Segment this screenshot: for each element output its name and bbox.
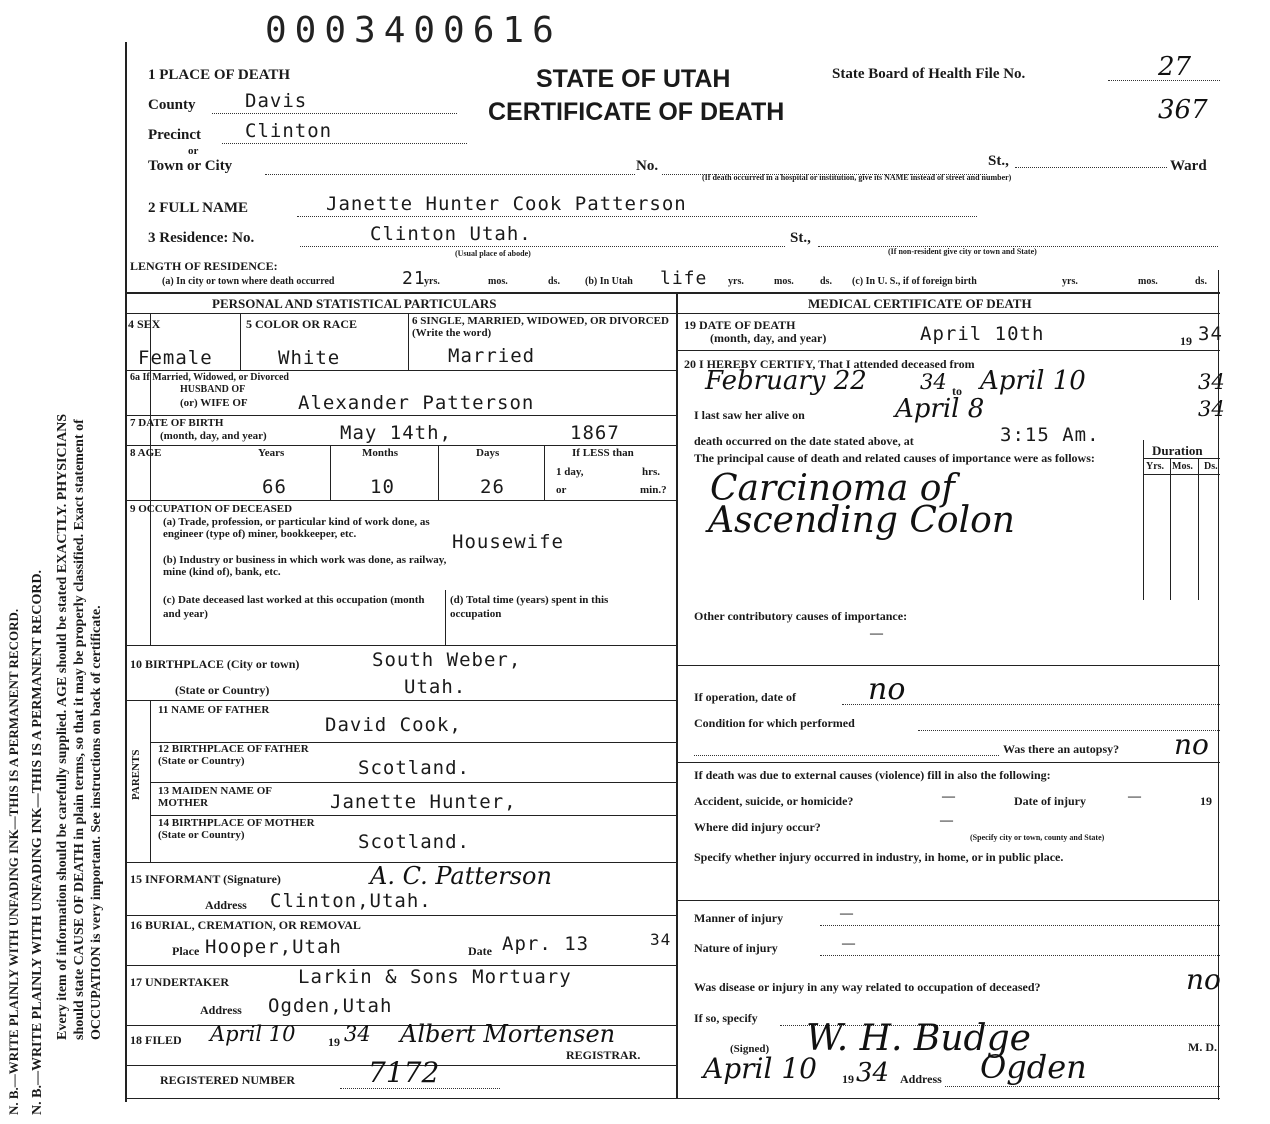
- signed-year: 34: [856, 1058, 890, 1088]
- age-months-value: 10: [370, 476, 395, 498]
- sidebar-instruction-2: should state CAUSE OF DEATH in plain terms, so that it may be properly classified. Exact statement of: [72, 419, 87, 1040]
- duration-div-1: [1170, 458, 1171, 600]
- occupation-value: Housewife: [452, 531, 564, 553]
- mother-birthplace-label: 14 BIRTHPLACE OF MOTHER (State or Country): [158, 817, 315, 841]
- birthplace-city: South Weber,: [372, 649, 522, 671]
- sidebar-instruction-1: Every item of information should be carefully supplied. AGE should be stated EXACTLY. PHYSICIANS: [55, 413, 70, 1040]
- rule-father-bp: [150, 782, 676, 783]
- specify-injury-label: Specify whether injury occurred in industry, in home, or in public place.: [694, 850, 1064, 864]
- nature-dash: —: [842, 935, 855, 950]
- place-of-death-heading: 1 PLACE OF DEATH: [148, 67, 291, 83]
- birthplace-label: 10 BIRTHPLACE (City or town): [130, 657, 300, 671]
- or-text: or: [188, 145, 199, 157]
- attended-to-label: to: [952, 384, 962, 398]
- undertaker-label: 17 UNDERTAKER: [130, 975, 230, 989]
- sidebar-instruction-3: OCCUPATION is very important. See instructions on back of certificate.: [89, 605, 104, 1040]
- residence-line: [300, 246, 785, 247]
- rule-date-of-death: [676, 350, 1220, 351]
- precinct-value: Clinton: [245, 120, 333, 142]
- dob-label-2: (month, day, and year): [160, 430, 267, 442]
- yrs-label-3: yrs.: [1062, 276, 1078, 287]
- dob-value: May 14th,: [340, 422, 452, 444]
- md-label: M. D.: [1188, 1040, 1217, 1054]
- burial-label: 16 BURIAL, CREMATION, OR REMOVAL: [130, 918, 361, 932]
- certify-label: 20 I HEREBY CERTIFY, That I attended deceased from: [684, 357, 975, 371]
- place-note: (If death occurred in a hospital or institution, give its NAME instead of street and number): [702, 173, 1012, 182]
- date-of-death-year: 34: [1198, 323, 1223, 345]
- informant-address-label: Address: [205, 898, 247, 912]
- occupation-a-label: (a) Trade, profession, or particular kind of work done, as engineer (type of) miner, bookkeeper, etc.: [163, 516, 430, 540]
- registrar-label: REGISTRAR.: [566, 1048, 641, 1062]
- ward-label: Ward: [1170, 158, 1207, 174]
- grid-top: [125, 292, 1220, 294]
- form-bottom-border: [125, 1098, 1220, 1099]
- father-birthplace: Scotland.: [358, 757, 470, 779]
- rule-sex-row: [125, 370, 676, 371]
- filed-19-label: 19: [328, 1035, 340, 1049]
- operation-label: If operation, date of: [694, 690, 796, 704]
- signed-label: (Signed): [730, 1043, 770, 1055]
- burial-year: 34: [650, 930, 672, 949]
- length-of-residence-label: LENGTH OF RESIDENCE:: [130, 259, 278, 273]
- mos-label-2: mos.: [774, 276, 794, 287]
- duration-ds: Ds.: [1204, 461, 1218, 472]
- nonresident-note: (If non-resident give city or town and State): [888, 247, 1037, 256]
- birthplace-state-label: (State or Country): [175, 683, 270, 697]
- if-so-label: If so, specify: [694, 1011, 758, 1025]
- full-name-label: 2 FULL NAME: [148, 200, 249, 216]
- duration-div-2: [1198, 458, 1199, 600]
- rule-operation: [676, 762, 1220, 763]
- residence-utah-value: life: [660, 268, 708, 289]
- injury-date-dash: —: [1128, 788, 1141, 803]
- where-injury-dash: —: [940, 812, 953, 827]
- rule-birthplace-row: [125, 700, 676, 701]
- informant-label: 15 INFORMANT (Signature): [130, 872, 281, 886]
- cause-label: The principal cause of death and related causes of importance were as follows:: [694, 451, 1095, 465]
- full-name-value: Janette Hunter Cook Patterson: [326, 193, 687, 215]
- age-divider-1: [330, 445, 331, 500]
- residence-city-years: 21: [402, 268, 426, 289]
- signed-19: 19: [842, 1072, 854, 1086]
- attended-to-year: 34: [1198, 370, 1225, 394]
- spouse-label-2: HUSBAND OF: [180, 384, 246, 395]
- color-marital-divider: [408, 313, 409, 370]
- rule-injury: [676, 900, 1220, 901]
- sidebar-note-2: N. B.—WRITE PLAINLY WITH UNFADING INK—THIS IS A PERMANENT RECORD.: [30, 569, 45, 1115]
- occupation-d-label: (d) Total time (years) spent in this occupation: [450, 594, 609, 620]
- residence-value: Clinton Utah.: [370, 223, 532, 245]
- signed-address-line: [945, 1086, 1220, 1087]
- dob-year: 1867: [570, 422, 620, 444]
- burial-date: Apr. 13: [502, 933, 590, 955]
- duration-label: Duration: [1152, 443, 1203, 458]
- section-heading-rule: [125, 313, 1220, 314]
- town-line: [265, 174, 635, 175]
- informant-signature: A. C. Patterson: [370, 862, 552, 890]
- nature-of-injury-label: Nature of injury: [694, 941, 778, 955]
- burial-place: Hooper,Utah: [205, 936, 342, 958]
- certificate-title: CERTIFICATE OF DEATH: [488, 98, 785, 126]
- last-seen-label: I last saw her alive on: [694, 408, 805, 422]
- rule-dob-row: [125, 445, 676, 446]
- attended-from: February 22: [705, 366, 867, 396]
- occupation-label: 9 OCCUPATION OF DECEASED: [130, 503, 293, 515]
- undertaker-value: Larkin & Sons Mortuary: [298, 966, 572, 988]
- mos-label-1: mos.: [488, 276, 508, 287]
- filed-year: 34: [344, 1022, 371, 1046]
- residence-utah-label: (b) In Utah: [585, 276, 633, 287]
- occupation-c-label: (c) Date deceased last worked at this occupation (month and year): [163, 594, 425, 620]
- other-causes-label: Other contributory causes of importance:: [694, 609, 908, 623]
- file-number-2: 367: [1158, 95, 1208, 125]
- age-divider-3: [544, 445, 545, 500]
- autopsy-label: Was there an autopsy?: [1003, 742, 1120, 756]
- age-months-label: Months: [362, 447, 399, 459]
- spouse-value: Alexander Patterson: [298, 392, 535, 414]
- injury-date-label: Date of injury: [1014, 794, 1086, 808]
- date-of-death-value: April 10th: [920, 323, 1045, 345]
- one-day-label: 1 day,: [556, 466, 584, 478]
- last-seen-date: April 8: [895, 394, 985, 424]
- file-number-1: 27: [1158, 52, 1192, 82]
- manner-of-injury-label: Manner of injury: [694, 911, 784, 925]
- rule-cause: [676, 665, 1220, 666]
- rule-spouse-row: [125, 415, 676, 416]
- usual-abode-note: (Usual place of abode): [455, 249, 531, 258]
- ds-label-2: ds.: [820, 276, 832, 287]
- injury-date-19: 19: [1200, 794, 1212, 808]
- medical-heading: MEDICAL CERTIFICATE OF DEATH: [808, 296, 1032, 311]
- duration-header-rule: [1143, 474, 1220, 475]
- rule-occupation-row: [125, 645, 676, 646]
- attended-from-year: 34: [920, 370, 947, 394]
- other-causes-dash: —: [870, 625, 883, 640]
- residence-label: 3 Residence: No.: [148, 230, 255, 246]
- mother-birthplace: Scotland.: [358, 831, 470, 853]
- file-number-label: State Board of Health File No.: [832, 66, 1026, 82]
- age-divider-2: [438, 445, 439, 500]
- related-label: Was disease or injury in any way related to occupation of deceased?: [694, 980, 1041, 994]
- related-value: no: [1186, 963, 1221, 996]
- physician-signature: W. H. Budge: [806, 1018, 1031, 1059]
- or-minutes-label: or: [556, 484, 567, 496]
- time-of-death: 3:15 Am.: [1000, 424, 1100, 446]
- undertaker-address: Ogden,Utah: [268, 995, 393, 1017]
- county-label: County: [148, 97, 196, 113]
- duration-yrs: Yrs.: [1146, 461, 1165, 472]
- hours-label: hrs.: [642, 466, 661, 478]
- condition-label: Condition for which performed: [694, 716, 855, 730]
- grid-center-divider: [676, 292, 678, 1098]
- minutes-label: min.?: [640, 484, 667, 496]
- external-causes-label: If death was due to external causes (violence) fill in also the following:: [694, 768, 1051, 782]
- residence-street-label: St.,: [790, 230, 811, 246]
- ds-label-1: ds.: [548, 276, 560, 287]
- sidebar-note-1: N. B.—WRITE PLAINLY WITH UNFADING INK—THIS IS A PERMANENT RECORD.: [6, 608, 21, 1115]
- where-injury-label: Where did injury occur?: [694, 820, 821, 834]
- precinct-label: Precinct: [148, 127, 202, 143]
- registered-number-label: REGISTERED NUMBER: [160, 1073, 296, 1087]
- accident-dash: —: [942, 788, 955, 803]
- town-label: Town or City: [148, 158, 233, 174]
- less-than-label: If LESS than: [572, 447, 634, 459]
- residence-us-label: (c) In U. S., if of foreign birth: [852, 276, 977, 287]
- burial-place-label: Place: [172, 944, 200, 958]
- occupation-b-label: (b) Industry or business in which work was done, as railway, mine (kind of), bank, etc.: [163, 554, 447, 578]
- last-seen-year: 34: [1198, 397, 1225, 421]
- registered-number: 7172: [368, 1056, 440, 1089]
- signed-date: April 10: [703, 1052, 817, 1085]
- filed-label: 18 FILED: [130, 1033, 182, 1047]
- burial-date-label: Date: [468, 944, 492, 958]
- number-label: No.: [636, 158, 659, 174]
- autopsy-line: [694, 755, 999, 756]
- ds-label-3: ds.: [1195, 276, 1207, 287]
- rule-mother: [150, 815, 676, 816]
- autopsy-value: no: [1174, 728, 1209, 761]
- duration-left: [1143, 440, 1144, 600]
- signed-address-label: Address: [900, 1072, 942, 1086]
- full-name-line: [297, 216, 977, 217]
- marital-value: Married: [448, 345, 536, 367]
- street-line: [1015, 167, 1167, 168]
- informant-address: Clinton,Utah.: [270, 890, 432, 912]
- occurred-label: death occurred on the date stated above, at: [694, 434, 914, 448]
- age-label: 8 AGE: [130, 447, 162, 459]
- sex-color-divider: [240, 313, 241, 370]
- signed-address: Ogden: [980, 1048, 1087, 1086]
- street-label: St.,: [988, 153, 1009, 169]
- sex-label: 4 SEX: [128, 317, 161, 331]
- spouse-label-3: (or) WIFE OF: [180, 397, 248, 409]
- age-days-label: Days: [476, 447, 500, 459]
- date-of-death-19: 19: [1180, 334, 1192, 348]
- yrs-label-2: yrs.: [728, 276, 744, 287]
- rule-age-row: [125, 500, 676, 501]
- nature-line: [820, 955, 1220, 956]
- dob-label-1: 7 DATE OF BIRTH: [130, 417, 224, 429]
- duration-mos: Mos.: [1172, 461, 1193, 472]
- state-title: STATE OF UTAH: [536, 65, 731, 93]
- cause-line-1: Carcinoma of: [710, 468, 955, 509]
- color-value: White: [278, 347, 341, 369]
- parents-label: PARENTS: [130, 749, 142, 800]
- certificate-serial: 0003400616: [265, 10, 562, 51]
- sex-value: Female: [138, 347, 213, 369]
- age-years-label: Years: [258, 447, 285, 459]
- mother-name: Janette Hunter,: [330, 791, 517, 813]
- occupation-cd-divider: [445, 590, 446, 645]
- spouse-label-1: 6a If Married, Widowed, or Divorced: [130, 372, 289, 383]
- registrar-signature: Albert Mortensen: [400, 1020, 616, 1048]
- county-line: [212, 113, 457, 114]
- date-of-death-label-1: 19 DATE OF DEATH: [684, 318, 796, 332]
- residence-city-label: (a) In city or town where death occurred: [162, 276, 335, 287]
- personal-heading: PERSONAL AND STATISTICAL PARTICULARS: [212, 296, 497, 311]
- parents-divider: [150, 700, 151, 862]
- attended-to: April 10: [980, 366, 1086, 396]
- mother-name-label: 13 MAIDEN NAME OF MOTHER: [158, 785, 272, 809]
- operation-value: no: [868, 672, 906, 707]
- accident-label: Accident, suicide, or homicide?: [694, 794, 854, 808]
- age-days-value: 26: [480, 476, 505, 498]
- rule-informant: [125, 915, 676, 916]
- manner-dash: —: [840, 905, 853, 920]
- age-years-value: 66: [262, 476, 287, 498]
- mos-label-3: mos.: [1138, 276, 1158, 287]
- where-injury-note: (Specify city or town, county and State): [970, 833, 1105, 842]
- date-of-death-label-2: (month, day, and year): [710, 331, 827, 345]
- undertaker-address-label: Address: [200, 1003, 242, 1017]
- cause-line-2: Ascending Colon: [708, 500, 1015, 541]
- father-name-label: 11 NAME OF FATHER: [158, 704, 270, 716]
- form-left-border: [125, 42, 127, 1102]
- county-value: Davis: [245, 90, 308, 112]
- father-name: David Cook,: [325, 714, 462, 736]
- manner-line: [820, 925, 1220, 926]
- yrs-label-1: yrs.: [424, 276, 440, 287]
- precinct-line: [222, 143, 467, 144]
- color-label: 5 COLOR OR RACE: [246, 317, 358, 331]
- father-birthplace-label: 12 BIRTHPLACE OF FATHER (State or Country): [158, 743, 309, 767]
- filed-date: April 10: [210, 1022, 296, 1046]
- marital-label: 6 SINGLE, MARRIED, WIDOWED, OR DIVORCED (Write the word): [412, 315, 669, 339]
- birthplace-state: Utah.: [404, 676, 467, 698]
